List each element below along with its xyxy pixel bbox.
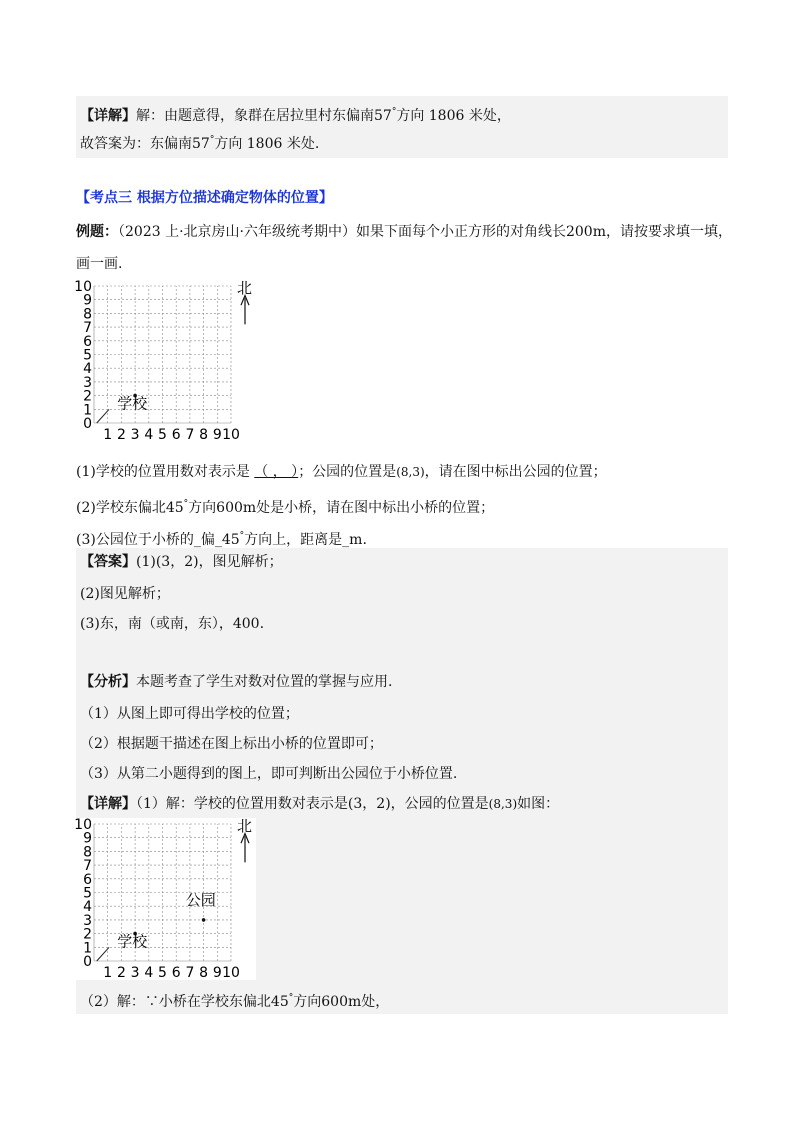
y-tick-label: 4 — [83, 361, 92, 378]
y-tick-label: 10 — [74, 279, 92, 295]
analysis-point-3: （3）从第二小题得到的图上，即可判断出公园位于小桥位置. — [80, 766, 458, 782]
answer-block — [76, 548, 728, 1014]
y-tick-label: 9 — [83, 292, 92, 309]
coordinate-grid-1 — [74, 278, 256, 443]
x-tick-label: 5 — [158, 427, 167, 443]
y-tick-label: 0 — [83, 416, 92, 432]
north-label: 北 — [237, 278, 253, 297]
diagonal-segment — [97, 947, 109, 961]
y-tick-label: 8 — [83, 306, 92, 323]
y-tick-label: 8 — [83, 844, 92, 861]
x-tick-label: 9 — [212, 965, 222, 981]
x-tick-label: 8 — [199, 427, 209, 443]
y-tick-label: 10 — [74, 817, 92, 833]
x-tick-label: 7 — [185, 427, 195, 443]
x-tick-label: 1 — [103, 965, 113, 981]
y-tick-label: 6 — [83, 333, 92, 350]
x-tick-label: 2 — [116, 965, 126, 981]
y-tick-label: 7 — [83, 858, 92, 875]
x-tick-label: 1 — [103, 427, 113, 443]
y-tick-label: 3 — [83, 374, 92, 391]
x-tick-label: 9 — [212, 427, 222, 443]
x-tick-label: 7 — [185, 965, 195, 981]
x-tick-label: 10 — [222, 427, 240, 443]
analysis-line: 【分析】本题考查了学生对数对位置的掌握与应用. — [80, 674, 393, 690]
section-title: 【考点三 根据方位描述确定物体的位置】 — [76, 190, 333, 206]
detail1-line1: 【详解】解：由题意得，象群在居拉里村东偏南57°方向 1806 米处， — [80, 107, 511, 124]
answer-line2: (2)图见解析； — [80, 586, 170, 602]
example-label: 例题： — [76, 224, 118, 240]
x-tick-label: 6 — [171, 965, 181, 981]
park-point — [202, 918, 206, 922]
x-tick-label: 8 — [199, 965, 209, 981]
school-label: 学校 — [117, 932, 148, 951]
example-line2: 画一画. — [76, 256, 123, 272]
detail-block-1 — [76, 96, 728, 158]
y-tick-label: 2 — [83, 388, 92, 405]
detail2-line: 【详解】（1）解：学校的位置用数对表示是(3，2)，公园的位置是(8,3)如图： — [80, 796, 560, 812]
answer-label: 【答案】 — [80, 554, 136, 570]
y-tick-label: 9 — [83, 830, 92, 847]
y-tick-label: 1 — [83, 940, 92, 957]
y-tick-label: 1 — [83, 402, 92, 419]
coordinate-grid-2 — [76, 818, 256, 980]
answer-blank: （ ， ） — [254, 464, 299, 480]
x-tick-label: 3 — [130, 427, 140, 443]
x-tick-label: 6 — [171, 427, 181, 443]
y-tick-label: 0 — [83, 954, 92, 970]
question-1: (1)学校的位置用数对表示是 （ ， ）；公园的位置是(8,3)，请在图中标出公园的位置； — [76, 464, 607, 480]
x-tick-label: 3 — [130, 965, 140, 981]
y-tick-label: 5 — [83, 347, 92, 364]
detail-label: 【详解】 — [80, 108, 136, 124]
x-tick-label: 10 — [222, 965, 240, 981]
y-tick-label: 7 — [83, 320, 92, 337]
answer-line3: (3)东，南（或南，东），400. — [80, 616, 265, 632]
park-label: 公园 — [185, 891, 216, 910]
analysis-point-2: （2）根据题干描述在图上标出小桥的位置即可； — [80, 736, 383, 752]
analysis-label: 【分析】 — [80, 674, 136, 690]
question-2: (2)学校东偏北45°方向600m处是小桥，请在图中标出小桥的位置； — [76, 499, 495, 516]
school-label: 学校 — [117, 394, 148, 413]
answer-line1: 【答案】(1)(3，2)，图见解析； — [80, 554, 283, 570]
analysis-point-1: （1）从图上即可得出学校的位置； — [80, 706, 299, 722]
y-tick-label: 6 — [83, 871, 92, 888]
example-line1: 例题：（2023 上·北京房山·六年级统考期中）如果下面每个小正方形的对角线长200m，请按要求填一填， — [76, 224, 732, 240]
x-tick-label: 2 — [116, 427, 126, 443]
detail-label-2: 【详解】 — [80, 796, 136, 812]
y-tick-label: 4 — [83, 899, 92, 916]
north-label: 北 — [237, 816, 253, 835]
x-tick-label: 4 — [144, 965, 154, 981]
x-tick-label: 5 — [158, 965, 167, 981]
question-3: (3)公园位于小桥的_偏_45°方向上，距离是_m. — [76, 531, 367, 548]
y-tick-label: 5 — [83, 885, 92, 902]
y-tick-label: 3 — [83, 912, 92, 929]
diagonal-segment — [97, 409, 109, 423]
y-tick-label: 2 — [83, 926, 92, 943]
detail3-line: （2）解：∵小桥在学校东偏北45°方向600m处， — [80, 993, 390, 1010]
x-tick-label: 4 — [144, 427, 154, 443]
detail1-line2: 故答案为：东偏南57°方向 1806 米处. — [80, 135, 320, 152]
